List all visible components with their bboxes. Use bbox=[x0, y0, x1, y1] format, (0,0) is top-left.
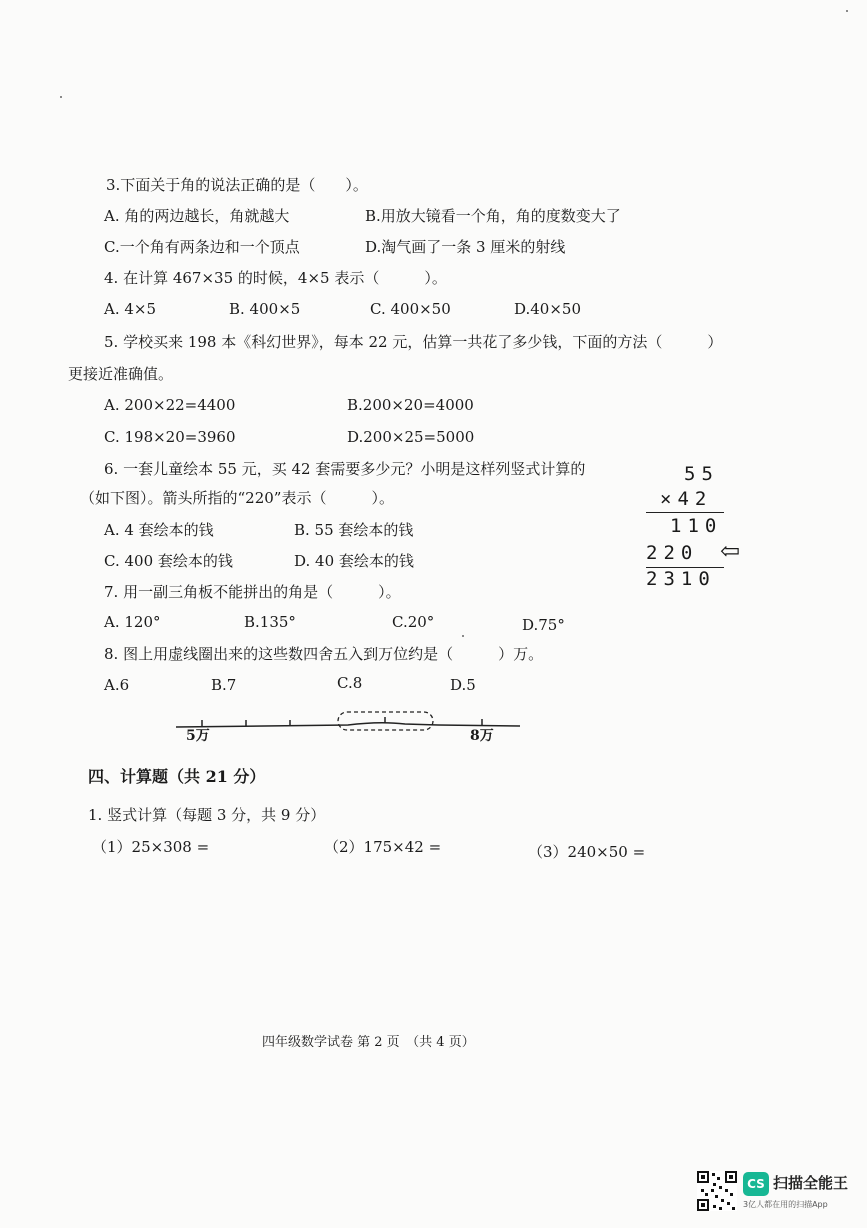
calc-rule-1 bbox=[646, 512, 724, 513]
q4-stem: 4. 在计算 467×35 的时候，4×5 表示（ ）。 bbox=[104, 269, 447, 287]
q6-option-b: B. 55 套绘本的钱 bbox=[294, 521, 414, 539]
page-footer: 四年级数学试卷 第 2 页 （共 4 页） bbox=[262, 1035, 475, 1050]
left-arrow-icon: ⇦ bbox=[720, 537, 741, 565]
number-line-left-label: 5万 bbox=[186, 728, 210, 744]
q7-option-c: C.20° bbox=[392, 613, 435, 631]
q6-option-c: C. 400 套绘本的钱 bbox=[104, 552, 233, 570]
calc-multiplicand: 55 bbox=[684, 463, 719, 485]
q5-option-b: B.200×20=4000 bbox=[347, 396, 474, 414]
q6-stem-line2: （如下图）。箭头所指的“220”表示（ ）。 bbox=[80, 489, 394, 507]
q6-option-a: A. 4 套绘本的钱 bbox=[104, 521, 214, 539]
q7-option-a: A. 120° bbox=[104, 613, 161, 631]
watermark-tagline: 3亿人都在用的扫描App bbox=[743, 1200, 828, 1209]
calc-item-2: （2）175×42 = bbox=[324, 838, 442, 856]
q8-option-d: D.5 bbox=[450, 676, 476, 694]
q3-stem: 3.下面关于角的说法正确的是（ ）。 bbox=[106, 176, 368, 194]
q8-stem: 8. 图上用虚线圈出来的这些数四舍五入到万位约是（ ）万。 bbox=[104, 645, 544, 663]
q7-option-b: B.135° bbox=[244, 613, 296, 631]
q5-option-c: C. 198×20=3960 bbox=[104, 428, 236, 446]
calc-partial-2: 220 bbox=[646, 542, 699, 564]
q5-option-d: D.200×25=5000 bbox=[347, 428, 475, 446]
q4-option-c: C. 400×50 bbox=[370, 300, 451, 318]
q6-option-d: D. 40 套绘本的钱 bbox=[294, 552, 414, 570]
q4-option-b: B. 400×5 bbox=[229, 300, 301, 318]
camscanner-logo-icon: CS bbox=[743, 1172, 769, 1196]
q3-option-a: A. 角的两边越长，角就越大 bbox=[104, 207, 290, 225]
calc-partial-1: 110 bbox=[670, 515, 723, 537]
watermark-app-name: 扫描全能王 bbox=[773, 1174, 849, 1192]
number-line-right-label: 8万 bbox=[470, 728, 494, 744]
q3-option-c: C.一个角有两条边和一个顶点 bbox=[104, 238, 300, 256]
calc-result: 2310 bbox=[646, 568, 716, 590]
calc-item-1: （1）25×308 = bbox=[92, 838, 210, 856]
q8-option-a: A.6 bbox=[104, 676, 130, 694]
q5-stem-line2: 更接近准确值。 bbox=[68, 365, 174, 383]
q3-option-d: D.淘气画了一条 3 厘米的射线 bbox=[365, 238, 566, 256]
q8-option-c: C.8 bbox=[337, 674, 363, 692]
q4-option-a: A. 4×5 bbox=[104, 300, 157, 318]
q5-option-a: A. 200×22=4400 bbox=[104, 396, 236, 414]
number-line-axis bbox=[176, 723, 520, 727]
calc-item-3: （3）240×50 = bbox=[528, 843, 646, 861]
section-title: 四、计算题（共 21 分） bbox=[88, 767, 266, 786]
calc-multiplier: ×42 bbox=[660, 488, 713, 510]
section4-sub1: 1. 竖式计算（每题 3 分，共 9 分） bbox=[88, 806, 326, 824]
q4-option-d: D.40×50 bbox=[514, 300, 582, 318]
q7-stem: 7. 用一副三角板不能拼出的角是（ ）。 bbox=[104, 583, 401, 601]
q3-option-b: B.用放大镜看一个角，角的度数变大了 bbox=[365, 207, 621, 225]
qr-code-icon bbox=[697, 1171, 737, 1211]
q7-option-d: D.75° bbox=[522, 616, 565, 634]
q6-stem-line1: 6. 一套儿童绘本 55 元，买 42 套需要多少元？小明是这样列竖式计算的 bbox=[104, 460, 586, 478]
q5-stem-line1: 5. 学校买来 198 本《科幻世界》，每本 22 元，估算一共花了多少钱，下面的方法（ ） bbox=[104, 333, 723, 351]
q8-option-b: B.7 bbox=[211, 676, 237, 694]
